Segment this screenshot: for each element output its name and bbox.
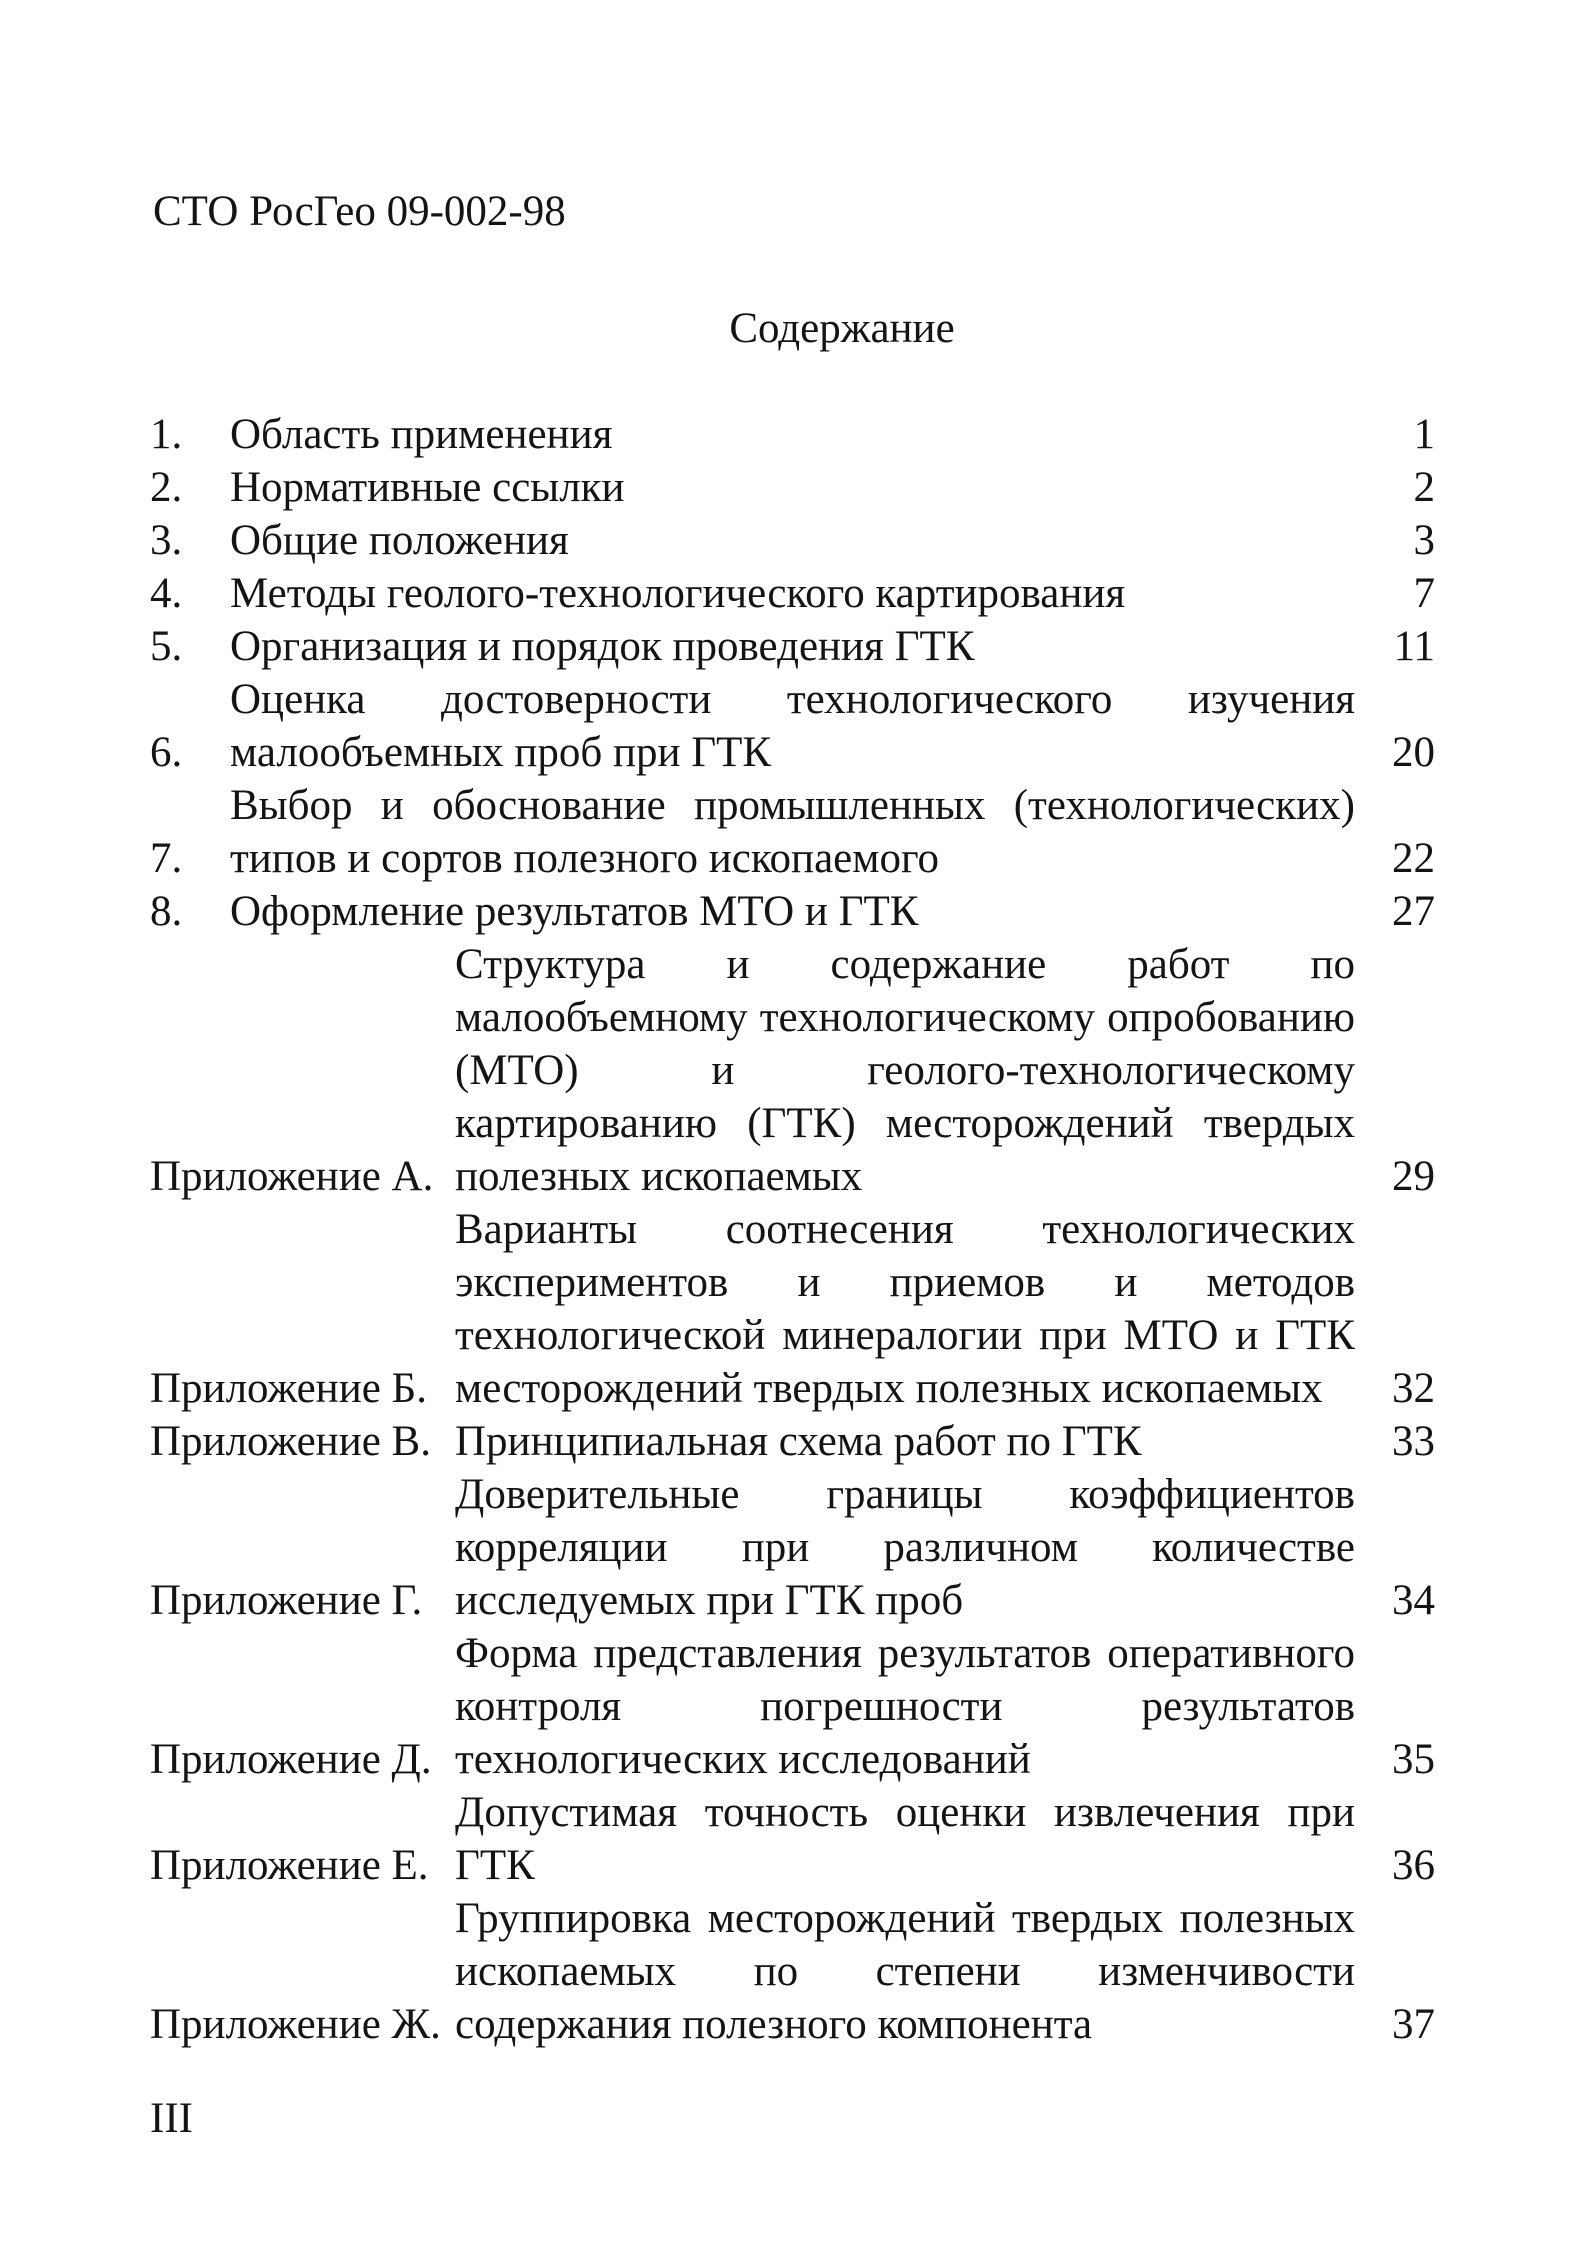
page-number: III — [150, 2095, 193, 2142]
toc-entry-number: 1. — [150, 411, 183, 458]
toc-entry-number: 6. — [150, 729, 183, 776]
toc-entry — [150, 514, 1435, 567]
toc-appendix-entry — [150, 1468, 1435, 1627]
toc-appendix-entry — [150, 1415, 1435, 1468]
table-of-contents — [150, 408, 1435, 2051]
toc-entry-title: Оценка достоверности технологического изучения малообъемных проб при ГТК — [230, 676, 1355, 776]
toc-entry-number: 5. — [150, 623, 183, 670]
toc-entry-number: 2. — [150, 464, 183, 511]
appendix-title: Доверительные границы коэффициентов корреляции при различном количестве исследуемых при ГТК проб — [455, 1471, 1355, 1624]
appendix-page: 36 — [1392, 1842, 1435, 1889]
appendix-title: Группировка месторождений твердых полезных ископаемых по степени изменчивости содержания полезного компонента — [455, 1895, 1355, 2048]
appendix-title: Форма представления результатов оперативного контроля погрешности результатов технологических исследований — [455, 1630, 1355, 1783]
appendix-title: Структура и содержание работ по малообъемному технологическому опробованию (МТО) и геолого-технологическому картированию (ГТК) месторождений твердых полезных ископаемых — [455, 941, 1355, 1200]
toc-entry — [150, 620, 1435, 673]
toc-entry — [150, 779, 1435, 885]
toc-entry-page: 7 — [1413, 570, 1435, 617]
toc-appendix-entry — [150, 1203, 1435, 1415]
toc-entry-number: 8. — [150, 888, 183, 935]
appendix-page: 34 — [1392, 1577, 1435, 1624]
toc-entry — [150, 461, 1435, 514]
appendix-page: 33 — [1392, 1418, 1435, 1465]
appendix-page: 29 — [1392, 1153, 1435, 1200]
toc-entry-number: 3. — [150, 517, 183, 564]
toc-entry-number: 4. — [150, 570, 183, 617]
toc-entry-page: 20 — [1392, 729, 1435, 776]
appendix-label: Приложение Г. — [150, 1577, 423, 1624]
toc-entry — [150, 567, 1435, 620]
toc-entry — [150, 885, 1435, 938]
toc-entry-title: Организация и порядок проведения ГТК — [230, 623, 975, 670]
toc-entry-page: 3 — [1413, 517, 1435, 564]
toc-entry — [150, 408, 1435, 461]
appendix-page: 32 — [1392, 1365, 1435, 1412]
toc-entry-title: Выбор и обоснование промышленных (технологических) типов и сортов полезного ископаемого — [230, 782, 1355, 882]
document-code: СТО РосГео 09-002-98 — [153, 188, 566, 235]
toc-entry-page: 1 — [1413, 411, 1435, 458]
toc-entry-title: Нормативные ссылки — [230, 464, 625, 511]
appendix-label: Приложение Е. — [150, 1842, 429, 1889]
appendix-title: Варианты соотнесения технологических экспериментов и приемов и методов технологической минералогии при МТО и ГТК месторождений твердых полезных ископаемых — [455, 1206, 1355, 1412]
toc-entry-page: 22 — [1392, 835, 1435, 882]
toc-appendix-entry — [150, 1627, 1435, 1786]
toc-appendix-entry — [150, 1892, 1435, 2051]
toc-title: Содержание — [729, 305, 955, 352]
toc-entry-title: Оформление результатов МТО и ГТК — [230, 888, 919, 935]
toc-entry-number: 7. — [150, 835, 183, 882]
appendix-title: Принципиальная схема работ по ГТК — [455, 1418, 1142, 1465]
toc-entry-page: 2 — [1413, 464, 1435, 511]
appendix-title: Допустимая точность оценки извлечения при ГТК — [455, 1789, 1355, 1889]
toc-entry-page: 27 — [1392, 888, 1435, 935]
appendix-label: Приложение Д. — [150, 1736, 432, 1783]
appendix-page: 37 — [1392, 2001, 1435, 2048]
toc-appendix-entry — [150, 1786, 1435, 1892]
appendix-label: Приложение А. — [150, 1153, 434, 1200]
appendix-label: Приложение Ж. — [150, 2001, 441, 2048]
toc-entry-title: Область применения — [230, 411, 613, 458]
toc-entry — [150, 673, 1435, 779]
toc-appendix-entry — [150, 938, 1435, 1203]
toc-entry-title: Методы геолого-технологического картирования — [230, 570, 1126, 617]
appendix-page: 35 — [1392, 1736, 1435, 1783]
appendix-label: Приложение Б. — [150, 1365, 427, 1412]
toc-entry-title: Общие положения — [230, 517, 569, 564]
appendix-label: Приложение В. — [150, 1418, 431, 1465]
toc-entry-page: 11 — [1393, 623, 1435, 670]
